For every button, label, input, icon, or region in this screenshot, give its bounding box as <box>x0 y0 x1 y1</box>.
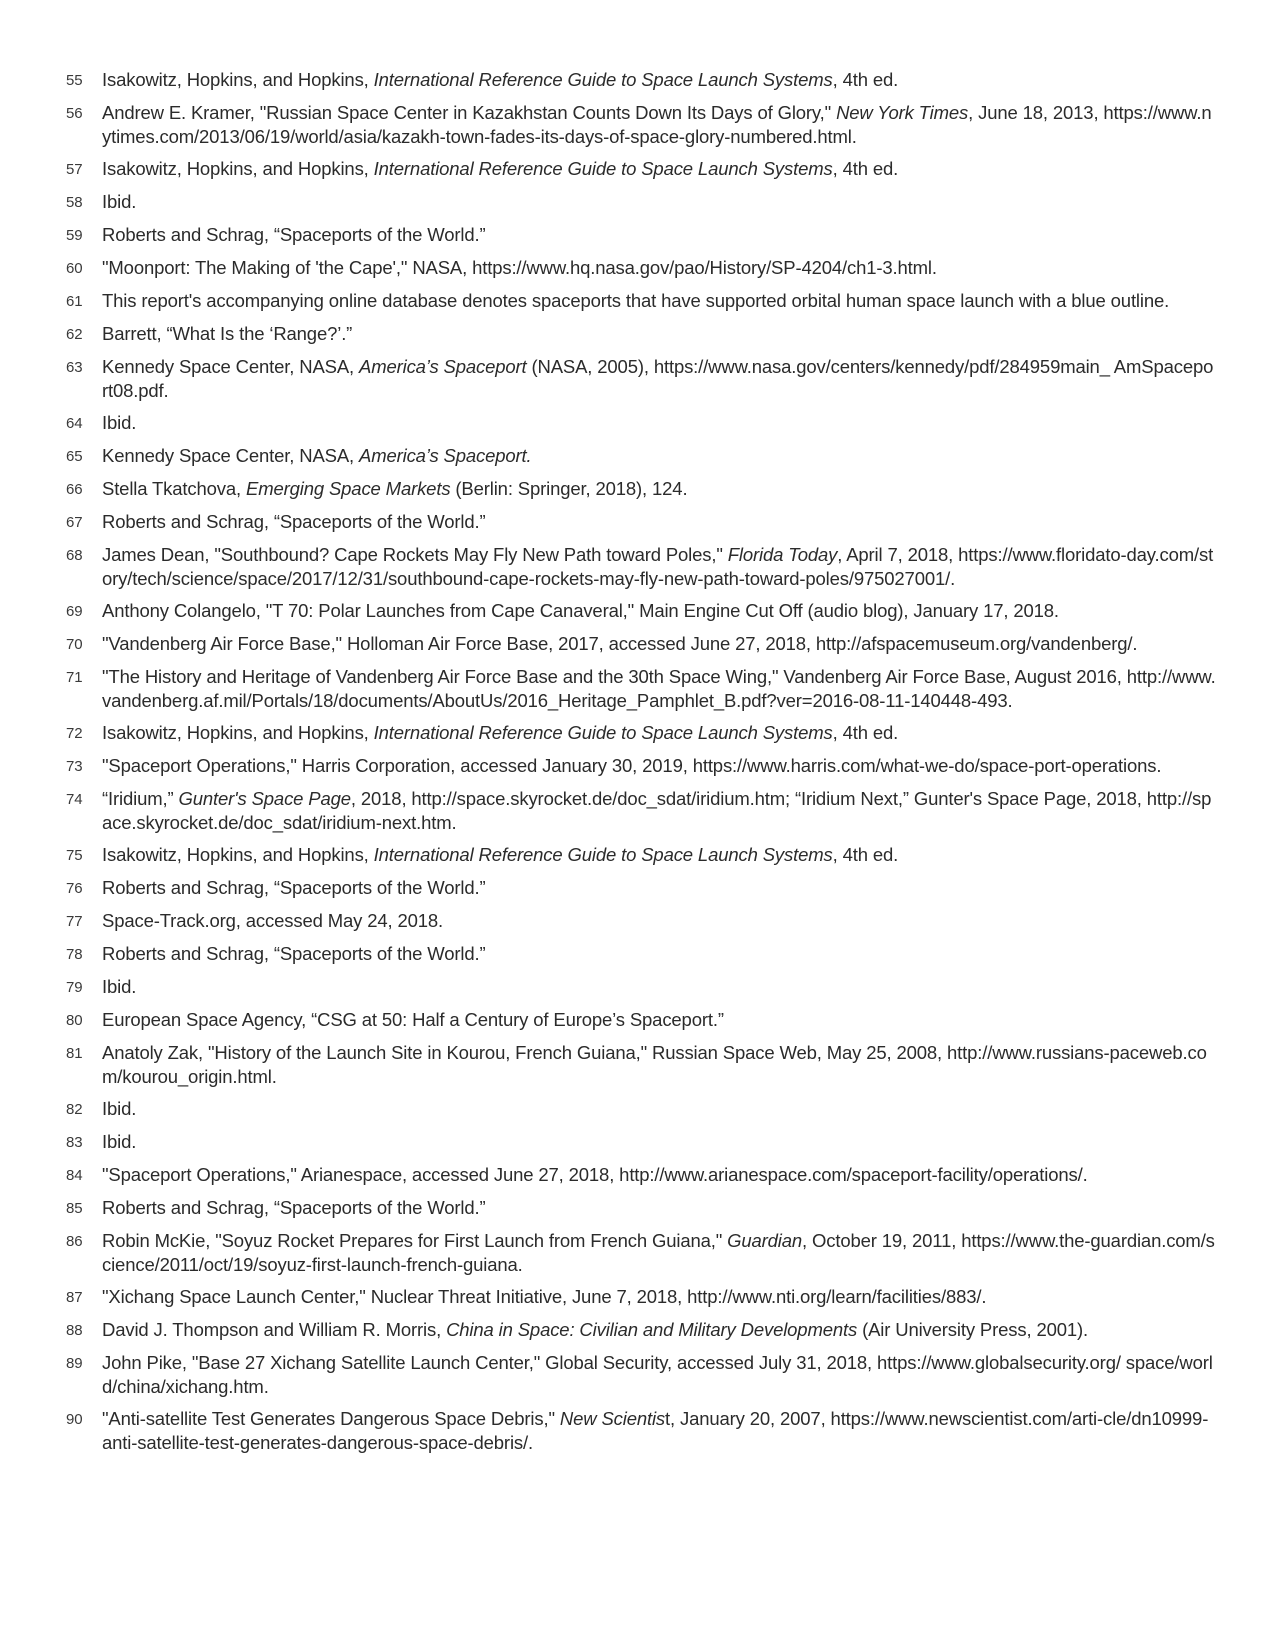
endnote-text <box>102 599 1216 623</box>
endnote-text-segment: (Air University Press, 2001). <box>857 1319 1089 1340</box>
endnote-number: 55 <box>66 72 83 89</box>
endnote-text <box>102 477 1216 501</box>
endnote-item <box>66 256 1216 281</box>
endnote-number: 83 <box>66 1134 83 1151</box>
endnote-text-segment: Ibid. <box>102 412 137 433</box>
endnote-text-segment: Anatoly Zak, "History of the Launch Site in Kourou, French Guiana," Russian Space Web, May 25, 2008, http://www.russians-paceweb.com/kourou_origin.html. <box>102 1042 1207 1087</box>
endnote-item <box>66 1285 1216 1310</box>
endnote-text <box>102 909 1216 933</box>
endnote-text-segment: Ibid. <box>102 1131 137 1152</box>
endnote-italic-title: Gunter's Space Page <box>178 788 351 809</box>
endnote-item <box>66 101 1216 149</box>
endnote-text <box>102 1196 1216 1220</box>
endnote-number: 90 <box>66 1411 83 1428</box>
endnote-text <box>102 322 1216 346</box>
endnote-text-segment: “Iridium,” <box>102 788 179 809</box>
endnote-number: 67 <box>66 514 83 531</box>
endnote-italic-title: New Scientis <box>559 1408 666 1429</box>
endnote-number: 74 <box>66 791 83 808</box>
endnote-text <box>102 1130 1216 1154</box>
endnote-italic-title: International Reference Guide to Space Launch Systems <box>373 158 833 179</box>
endnote-text-segment: Ibid. <box>102 191 137 212</box>
endnote-italic-title: Guardian <box>727 1230 803 1251</box>
endnote-item <box>66 68 1216 93</box>
endnote-number: 58 <box>66 194 83 211</box>
endnote-text <box>102 355 1216 403</box>
endnote-item <box>66 1318 1216 1343</box>
endnote-text <box>102 1351 1216 1399</box>
endnote-text <box>102 975 1216 999</box>
endnote-text <box>102 787 1216 835</box>
endnote-number: 79 <box>66 979 83 996</box>
endnote-text <box>102 721 1216 745</box>
endnote-text <box>102 157 1216 181</box>
endnote-number: 57 <box>66 161 83 178</box>
endnote-text-segment: t, January 20, 2007, https://www.newscientist.com/arti-cle/dn10999-anti-satellite-test-generates-dangerous-space-debris/. <box>102 1408 1209 1453</box>
endnote-text-segment: (NASA, 2005), https://www.nasa.gov/centers/kennedy/pdf/284959main_ AmSpaceport08.pdf. <box>102 356 1214 401</box>
endnote-text <box>102 289 1216 313</box>
endnote-number: 60 <box>66 260 83 277</box>
endnote-item <box>66 909 1216 934</box>
endnote-text <box>102 632 1216 656</box>
endnote-text <box>102 543 1216 591</box>
endnote-text <box>102 754 1216 778</box>
endnote-number: 64 <box>66 415 83 432</box>
endnote-text <box>102 1041 1216 1089</box>
endnote-number: 70 <box>66 636 83 653</box>
endnote-item <box>66 721 1216 746</box>
endnote-italic-title: International Reference Guide to Space Launch Systems <box>373 844 833 865</box>
endnote-item <box>66 1097 1216 1122</box>
endnote-item <box>66 411 1216 436</box>
endnote-text-segment: Roberts and Schrag, “Spaceports of the World.” <box>102 877 486 898</box>
endnote-text <box>102 1097 1216 1121</box>
endnote-number: 82 <box>66 1101 83 1118</box>
endnote-text-segment: This report's accompanying online database denotes spaceports that have supported orbital human space launch with a blue outline. <box>102 290 1170 311</box>
endnote-item <box>66 975 1216 1000</box>
endnote-number: 73 <box>66 758 83 775</box>
endnote-italic-title: Florida Today <box>727 544 838 565</box>
endnote-text <box>102 942 1216 966</box>
endnote-text-segment: Barrett, “What Is the ‘Range?’.” <box>102 323 353 344</box>
endnote-number: 87 <box>66 1289 83 1306</box>
endnote-number: 78 <box>66 946 83 963</box>
endnote-text-segment: , 4th ed. <box>832 722 899 743</box>
endnote-text-segment: , June 18, 2013, https://www.nytimes.com/2013/06/19/world/asia/kazakh-town-fades-its-days-of-space-glory-numbered.html. <box>102 102 1212 147</box>
endnote-text-segment: Isakowitz, Hopkins, and Hopkins, <box>102 69 374 90</box>
endnote-text-segment: Andrew E. Kramer, "Russian Space Center in Kazakhstan Counts Down Its Days of Glory," <box>102 102 837 123</box>
endnote-text <box>102 665 1216 713</box>
endnote-text-segment: , 4th ed. <box>832 158 899 179</box>
endnote-number: 65 <box>66 448 83 465</box>
endnote-text-segment: Isakowitz, Hopkins, and Hopkins, <box>102 722 374 743</box>
endnote-item <box>66 843 1216 868</box>
endnote-text-segment: Roberts and Schrag, “Spaceports of the World.” <box>102 1197 486 1218</box>
endnote-item <box>66 754 1216 779</box>
endnote-text <box>102 444 1216 468</box>
endnote-text <box>102 510 1216 534</box>
endnote-text <box>102 190 1216 214</box>
endnote-number: 86 <box>66 1233 83 1250</box>
endnote-item <box>66 1130 1216 1155</box>
endnote-number: 72 <box>66 725 83 742</box>
endnote-italic-title: China in Space: Civilian and Military Developments <box>446 1319 858 1340</box>
endnote-number: 62 <box>66 326 83 343</box>
endnote-text-segment: , April 7, 2018, https://www.floridato-day.com/story/tech/science/space/2017/12/31/southbound-cape-rockets-may-fly-new-path-toward-poles/975027001/. <box>102 544 1214 589</box>
endnote-number: 61 <box>66 293 83 310</box>
endnote-item <box>66 157 1216 182</box>
endnote-text-segment: Robin McKie, "Soyuz Rocket Prepares for First Launch from French Guiana," <box>102 1230 728 1251</box>
endnote-item <box>66 289 1216 314</box>
endnote-number: 56 <box>66 105 83 122</box>
endnote-text-segment: Roberts and Schrag, “Spaceports of the World.” <box>102 511 486 532</box>
endnote-item <box>66 599 1216 624</box>
endnote-item <box>66 1196 1216 1221</box>
endnote-number: 89 <box>66 1355 83 1372</box>
endnote-italic-title: Emerging Space Markets <box>246 478 451 499</box>
endnote-text-segment: Space-Track.org, accessed May 24, 2018. <box>102 910 444 931</box>
endnote-number: 84 <box>66 1167 83 1184</box>
endnote-text <box>102 1229 1216 1277</box>
endnote-item <box>66 477 1216 502</box>
endnote-number: 81 <box>66 1045 83 1062</box>
endnote-text <box>102 1008 1216 1032</box>
endnote-text <box>102 68 1216 92</box>
endnote-item <box>66 942 1216 967</box>
endnote-text <box>102 876 1216 900</box>
endnote-item <box>66 190 1216 215</box>
endnote-number: 77 <box>66 913 83 930</box>
endnote-item <box>66 355 1216 403</box>
endnote-text <box>102 1318 1216 1342</box>
endnote-text <box>102 1163 1216 1187</box>
endnote-text <box>102 1285 1216 1309</box>
endnote-text <box>102 843 1216 867</box>
endnote-text-segment: European Space Agency, “CSG at 50: Half a Century of Europe’s Spaceport.” <box>102 1009 724 1030</box>
endnote-item <box>66 444 1216 469</box>
endnote-italic-title: International Reference Guide to Space Launch Systems <box>373 69 833 90</box>
endnote-text-segment: Stella Tkatchova, <box>102 478 247 499</box>
endnote-number: 85 <box>66 1200 83 1217</box>
endnote-number: 71 <box>66 669 83 686</box>
endnote-text-segment: "The History and Heritage of Vandenberg Air Force Base and the 30th Space Wing," Vandenberg Air Force Base, August 2016, http://www.vandenberg.af.mil/Portals/18/documents/AboutUs/2016_Heritage_Pamphlet_B.pdf?ver=2016-08-11-140448-493. <box>102 666 1216 711</box>
endnote-number: 75 <box>66 847 83 864</box>
endnote-number: 66 <box>66 481 83 498</box>
endnote-text-segment: James Dean, "Southbound? Cape Rockets May Fly New Path toward Poles," <box>102 544 728 565</box>
endnote-number: 80 <box>66 1012 83 1029</box>
endnote-text-segment: "Xichang Space Launch Center," Nuclear Threat Initiative, June 7, 2018, http://www.nti.org/learn/facilities/883/. <box>102 1286 987 1307</box>
endnote-text-segment: Anthony Colangelo, "T 70: Polar Launches from Cape Canaveral," Main Engine Cut Off (audio blog), January 17, 2018. <box>102 600 1059 621</box>
endnote-text <box>102 223 1216 247</box>
endnote-item <box>66 1229 1216 1277</box>
endnote-italic-title: International Reference Guide to Space Launch Systems <box>373 722 833 743</box>
endnote-text-segment: , 4th ed. <box>832 69 899 90</box>
endnote-text-segment: "Spaceport Operations," Harris Corporation, accessed January 30, 2019, https://www.harris.com/what-we-do/space-port-operations. <box>102 755 1162 776</box>
endnote-text-segment: David J. Thompson and William R. Morris, <box>102 1319 447 1340</box>
endnote-item <box>66 1351 1216 1399</box>
endnote-text-segment: Roberts and Schrag, “Spaceports of the World.” <box>102 943 486 964</box>
endnote-text-segment: Kennedy Space Center, NASA, <box>102 356 360 377</box>
endnote-text-segment: "Spaceport Operations," Arianespace, accessed June 27, 2018, http://www.arianespace.com/spaceport-facility/operations/. <box>102 1164 1088 1185</box>
endnote-text-segment: , October 19, 2011, https://www.the-guardian.com/science/2011/oct/19/soyuz-first-launch-french-guiana. <box>102 1230 1215 1275</box>
endnote-italic-title: New York Times <box>836 102 969 123</box>
endnote-number: 63 <box>66 359 83 376</box>
endnote-item <box>66 1041 1216 1089</box>
endnote-number: 68 <box>66 547 83 564</box>
endnote-number: 76 <box>66 880 83 897</box>
endnote-text <box>102 1407 1216 1455</box>
endnote-text-segment: Isakowitz, Hopkins, and Hopkins, <box>102 158 374 179</box>
endnote-item <box>66 632 1216 657</box>
endnote-item <box>66 787 1216 835</box>
endnote-item <box>66 1163 1216 1188</box>
endnote-italic-title: America’s Spaceport <box>359 356 527 377</box>
endnote-text-segment: Isakowitz, Hopkins, and Hopkins, <box>102 844 374 865</box>
endnote-item <box>66 876 1216 901</box>
endnote-item <box>66 1407 1216 1455</box>
endnote-text-segment: "Anti-satellite Test Generates Dangerous Space Debris," <box>102 1408 560 1429</box>
endnote-number: 88 <box>66 1322 83 1339</box>
endnote-number: 59 <box>66 227 83 244</box>
endnote-item <box>66 322 1216 347</box>
endnote-text-segment: Ibid. <box>102 976 137 997</box>
endnotes-list <box>66 68 1216 1463</box>
endnote-item <box>66 223 1216 248</box>
endnote-text-segment: Kennedy Space Center, NASA, <box>102 445 360 466</box>
endnote-text-segment: , 4th ed. <box>832 844 899 865</box>
endnote-italic-title: America’s Spaceport. <box>359 445 532 466</box>
endnote-text-segment: "Moonport: The Making of 'the Cape'," NASA, https://www.hq.nasa.gov/pao/History/SP-4204/ch1-3.html. <box>102 257 937 278</box>
endnote-text-segment: (Berlin: Springer, 2018), 124. <box>450 478 688 499</box>
endnote-item <box>66 1008 1216 1033</box>
endnote-text-segment: , 2018, http://space.skyrocket.de/doc_sdat/iridium.htm; “Iridium Next,” Gunter's Space Page, 2018, http://space.skyrocket.de/doc_sdat/iridium-next.htm. <box>102 788 1212 833</box>
endnote-text <box>102 101 1216 149</box>
endnote-number: 69 <box>66 603 83 620</box>
endnote-text-segment: Ibid. <box>102 1098 137 1119</box>
endnote-text-segment: John Pike, "Base 27 Xichang Satellite Launch Center," Global Security, accessed July 31, 2018, https://www.globalsecurity.org/ space/world/china/xichang.htm. <box>102 1352 1213 1397</box>
endnote-item <box>66 665 1216 713</box>
endnote-text <box>102 256 1216 280</box>
endnote-text-segment: Roberts and Schrag, “Spaceports of the World.” <box>102 224 486 245</box>
endnote-text <box>102 411 1216 435</box>
endnote-text-segment: "Vandenberg Air Force Base," Holloman Air Force Base, 2017, accessed June 27, 2018, http://afspacemuseum.org/vandenberg/. <box>102 633 1138 654</box>
endnote-item <box>66 543 1216 591</box>
endnote-item <box>66 510 1216 535</box>
